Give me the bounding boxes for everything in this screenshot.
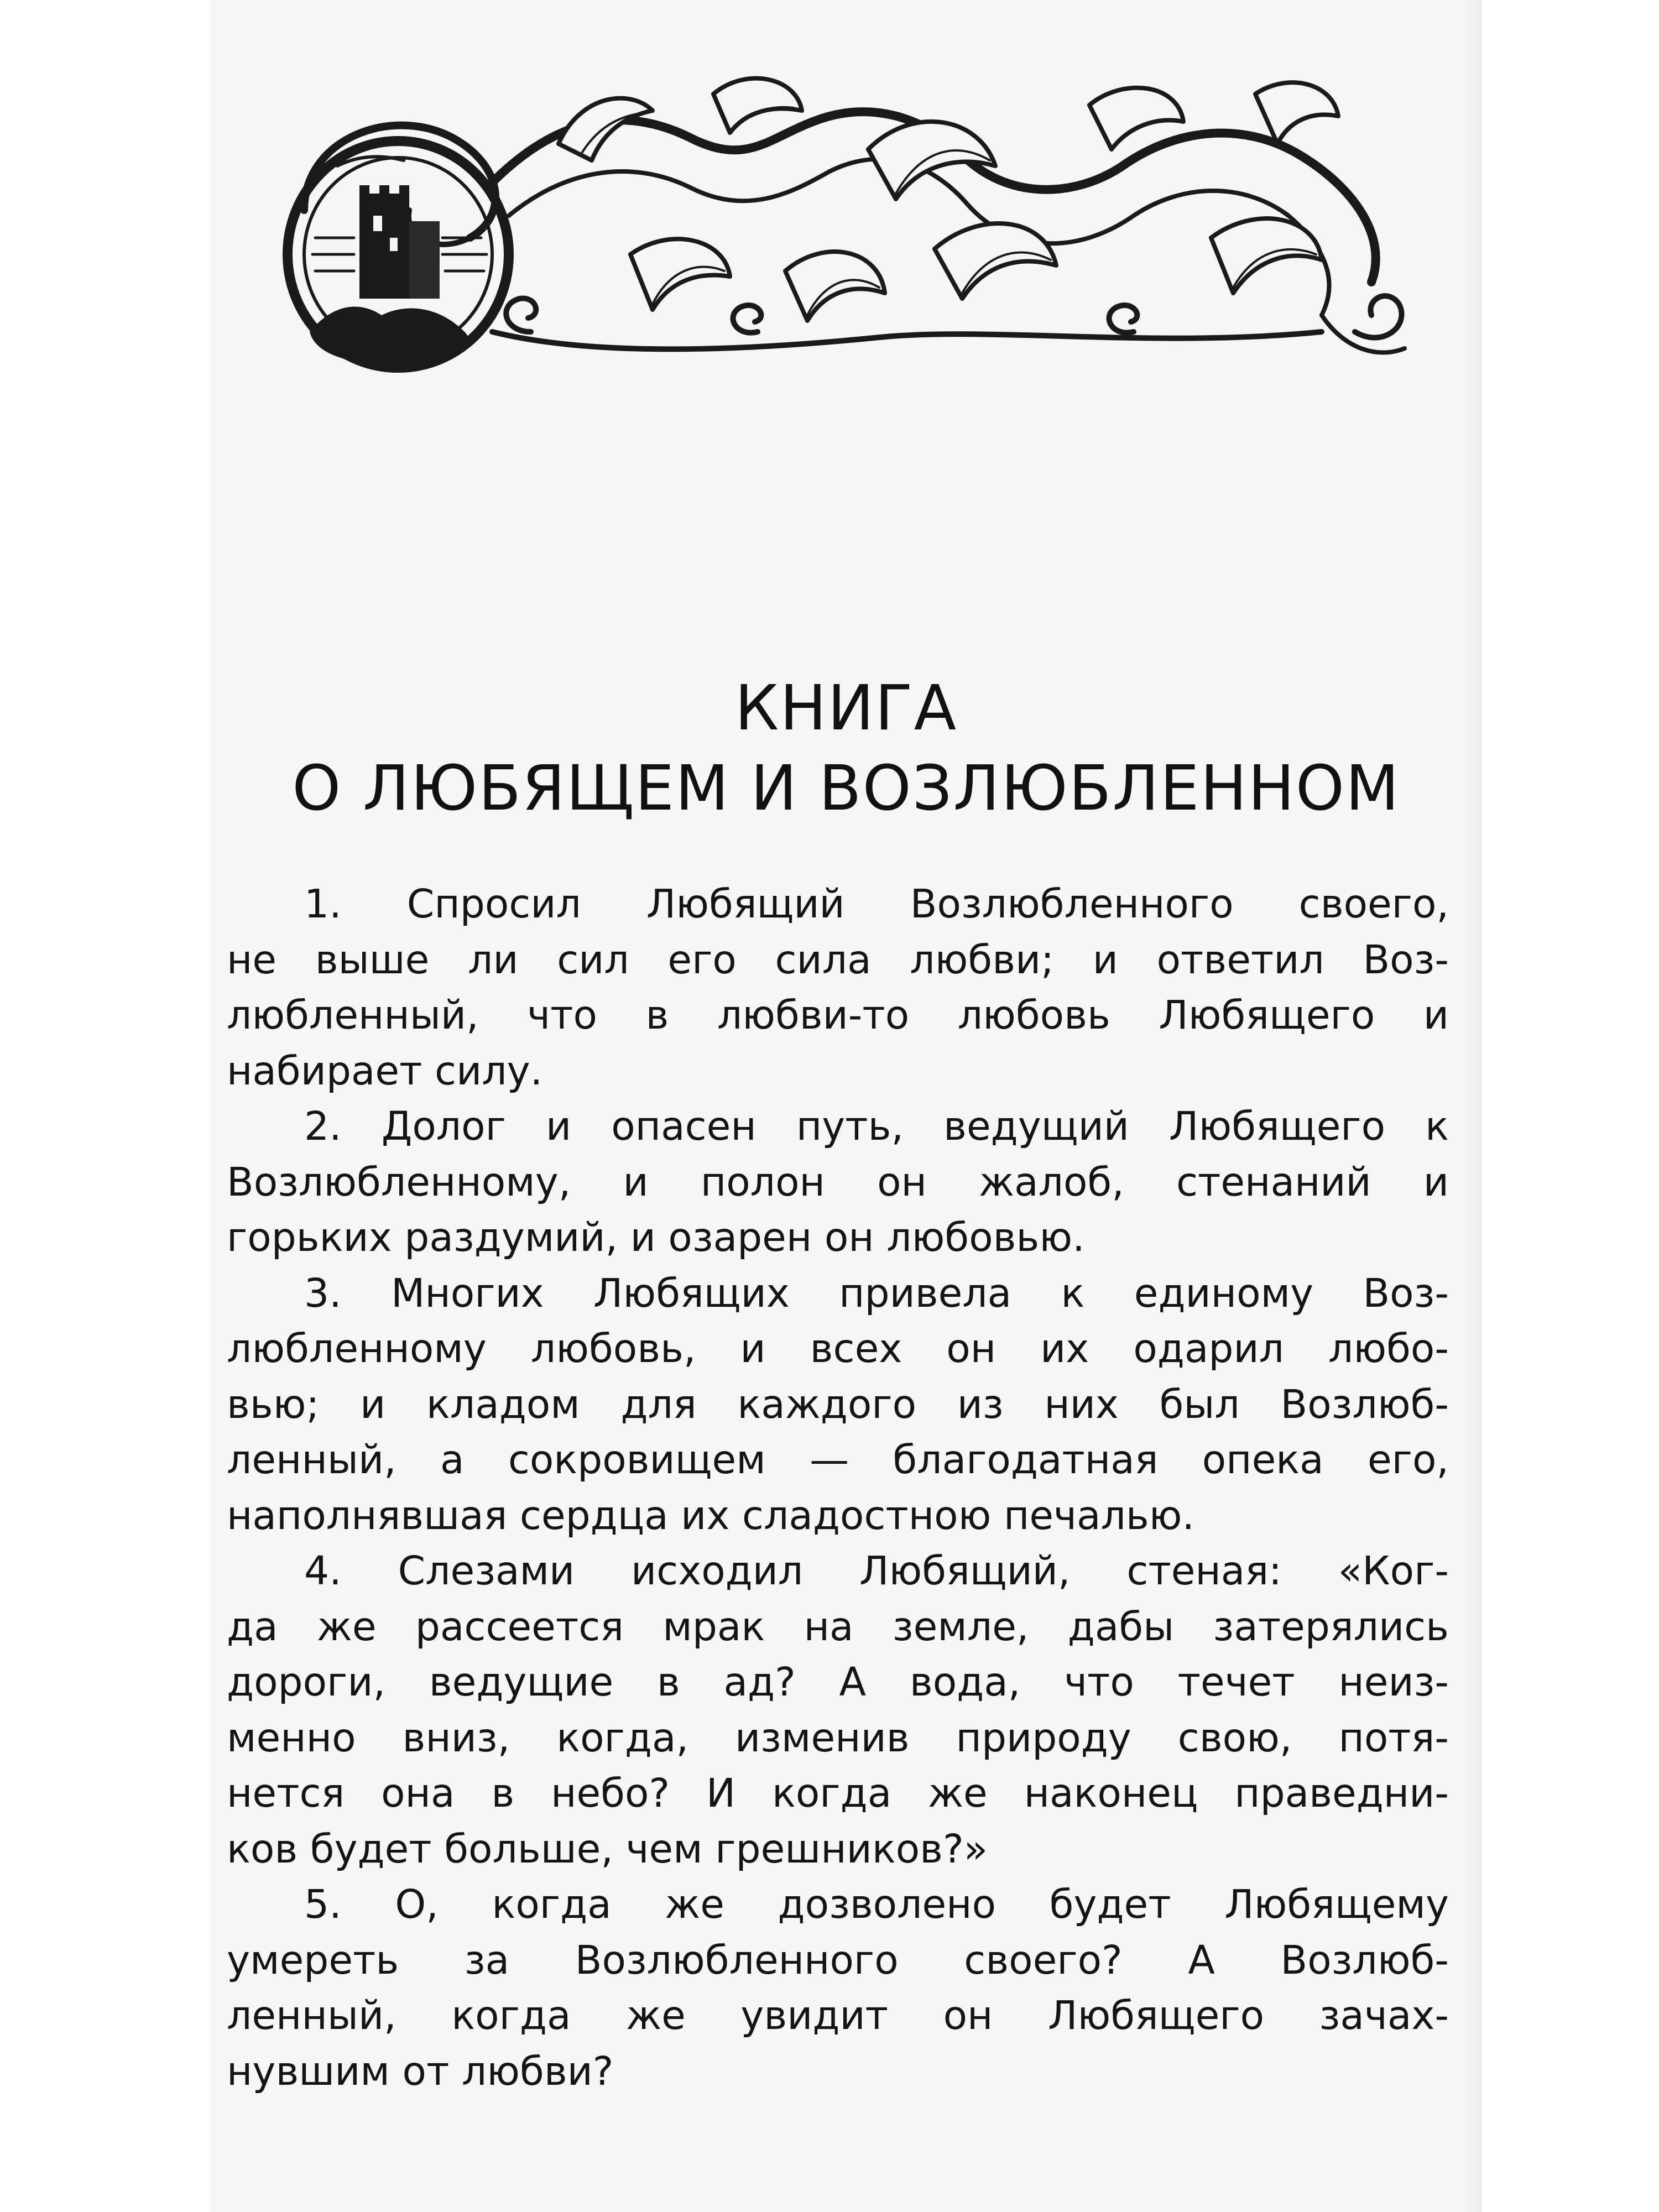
text-line: умереть за Возлюбленного своего? А Возлюб- <box>227 1937 1449 1983</box>
text-line: ков будет больше, чем грешников?» <box>227 1825 988 1872</box>
text-line: нется она в небо? И когда же наконец праведни- <box>227 1770 1449 1816</box>
decorative-headpiece-ornament <box>271 72 1432 382</box>
text-line: вью; и кладом для каждого из них был Возлюб- <box>227 1381 1449 1427</box>
text-line: горьких раздумий, и озарен он любовью. <box>227 1214 1085 1260</box>
text-line: набирает силу. <box>227 1047 543 1094</box>
text-line: дороги, ведущие в ад? А вода, что течет неиз- <box>227 1659 1449 1705</box>
text-line: ленный, а сокровищем — благодатная опека его, <box>227 1437 1449 1483</box>
text-line: менно вниз, когда, изменив природу свою, потя- <box>227 1714 1449 1761</box>
text-line: любленный, что в любви-то любовь Любящего и <box>227 992 1449 1038</box>
text-line: Возлюбленному, и полон он жалоб, стенаний и <box>227 1159 1449 1205</box>
text-line: 5. О, когда же дозволено будет Любящему <box>304 1881 1449 1927</box>
text-line: 2. Долог и опасен путь, ведущий Любящего к <box>304 1103 1449 1149</box>
text-line: 3. Многих Любящих привела к единому Воз- <box>304 1270 1449 1316</box>
text-line: не выше ли сил его сила любви; и ответил Воз- <box>227 936 1449 983</box>
text-line: 4. Слезами исходил Любящий, стеная: «Ког- <box>304 1548 1449 1594</box>
book-title-line-1: КНИГА <box>734 672 958 744</box>
text-line: наполнявшая сердца их сладостною печалью. <box>227 1492 1195 1538</box>
text-line: да же рассеется мрак на земле, дабы затерялись <box>227 1603 1449 1650</box>
text-line: нувшим от любви? <box>227 2048 614 2094</box>
book-title-line-2: О ЛЮБЯЩЕМ И ВОЗЛЮБЛЕННОМ <box>292 753 1400 825</box>
acanthus-leaves-icon <box>559 79 1338 321</box>
castle-medallion-icon <box>288 141 509 368</box>
text-line: 1. Спросил Любящий Возлюбленного своего, <box>304 881 1449 927</box>
text-line: любленному любовь, и всех он их одарил любо- <box>227 1326 1449 1371</box>
text-line: ленный, когда же увидит он Любящего зачах- <box>227 1992 1449 2038</box>
page-edge-shadow <box>1460 0 1482 2212</box>
main-text <box>227 877 1449 2099</box>
